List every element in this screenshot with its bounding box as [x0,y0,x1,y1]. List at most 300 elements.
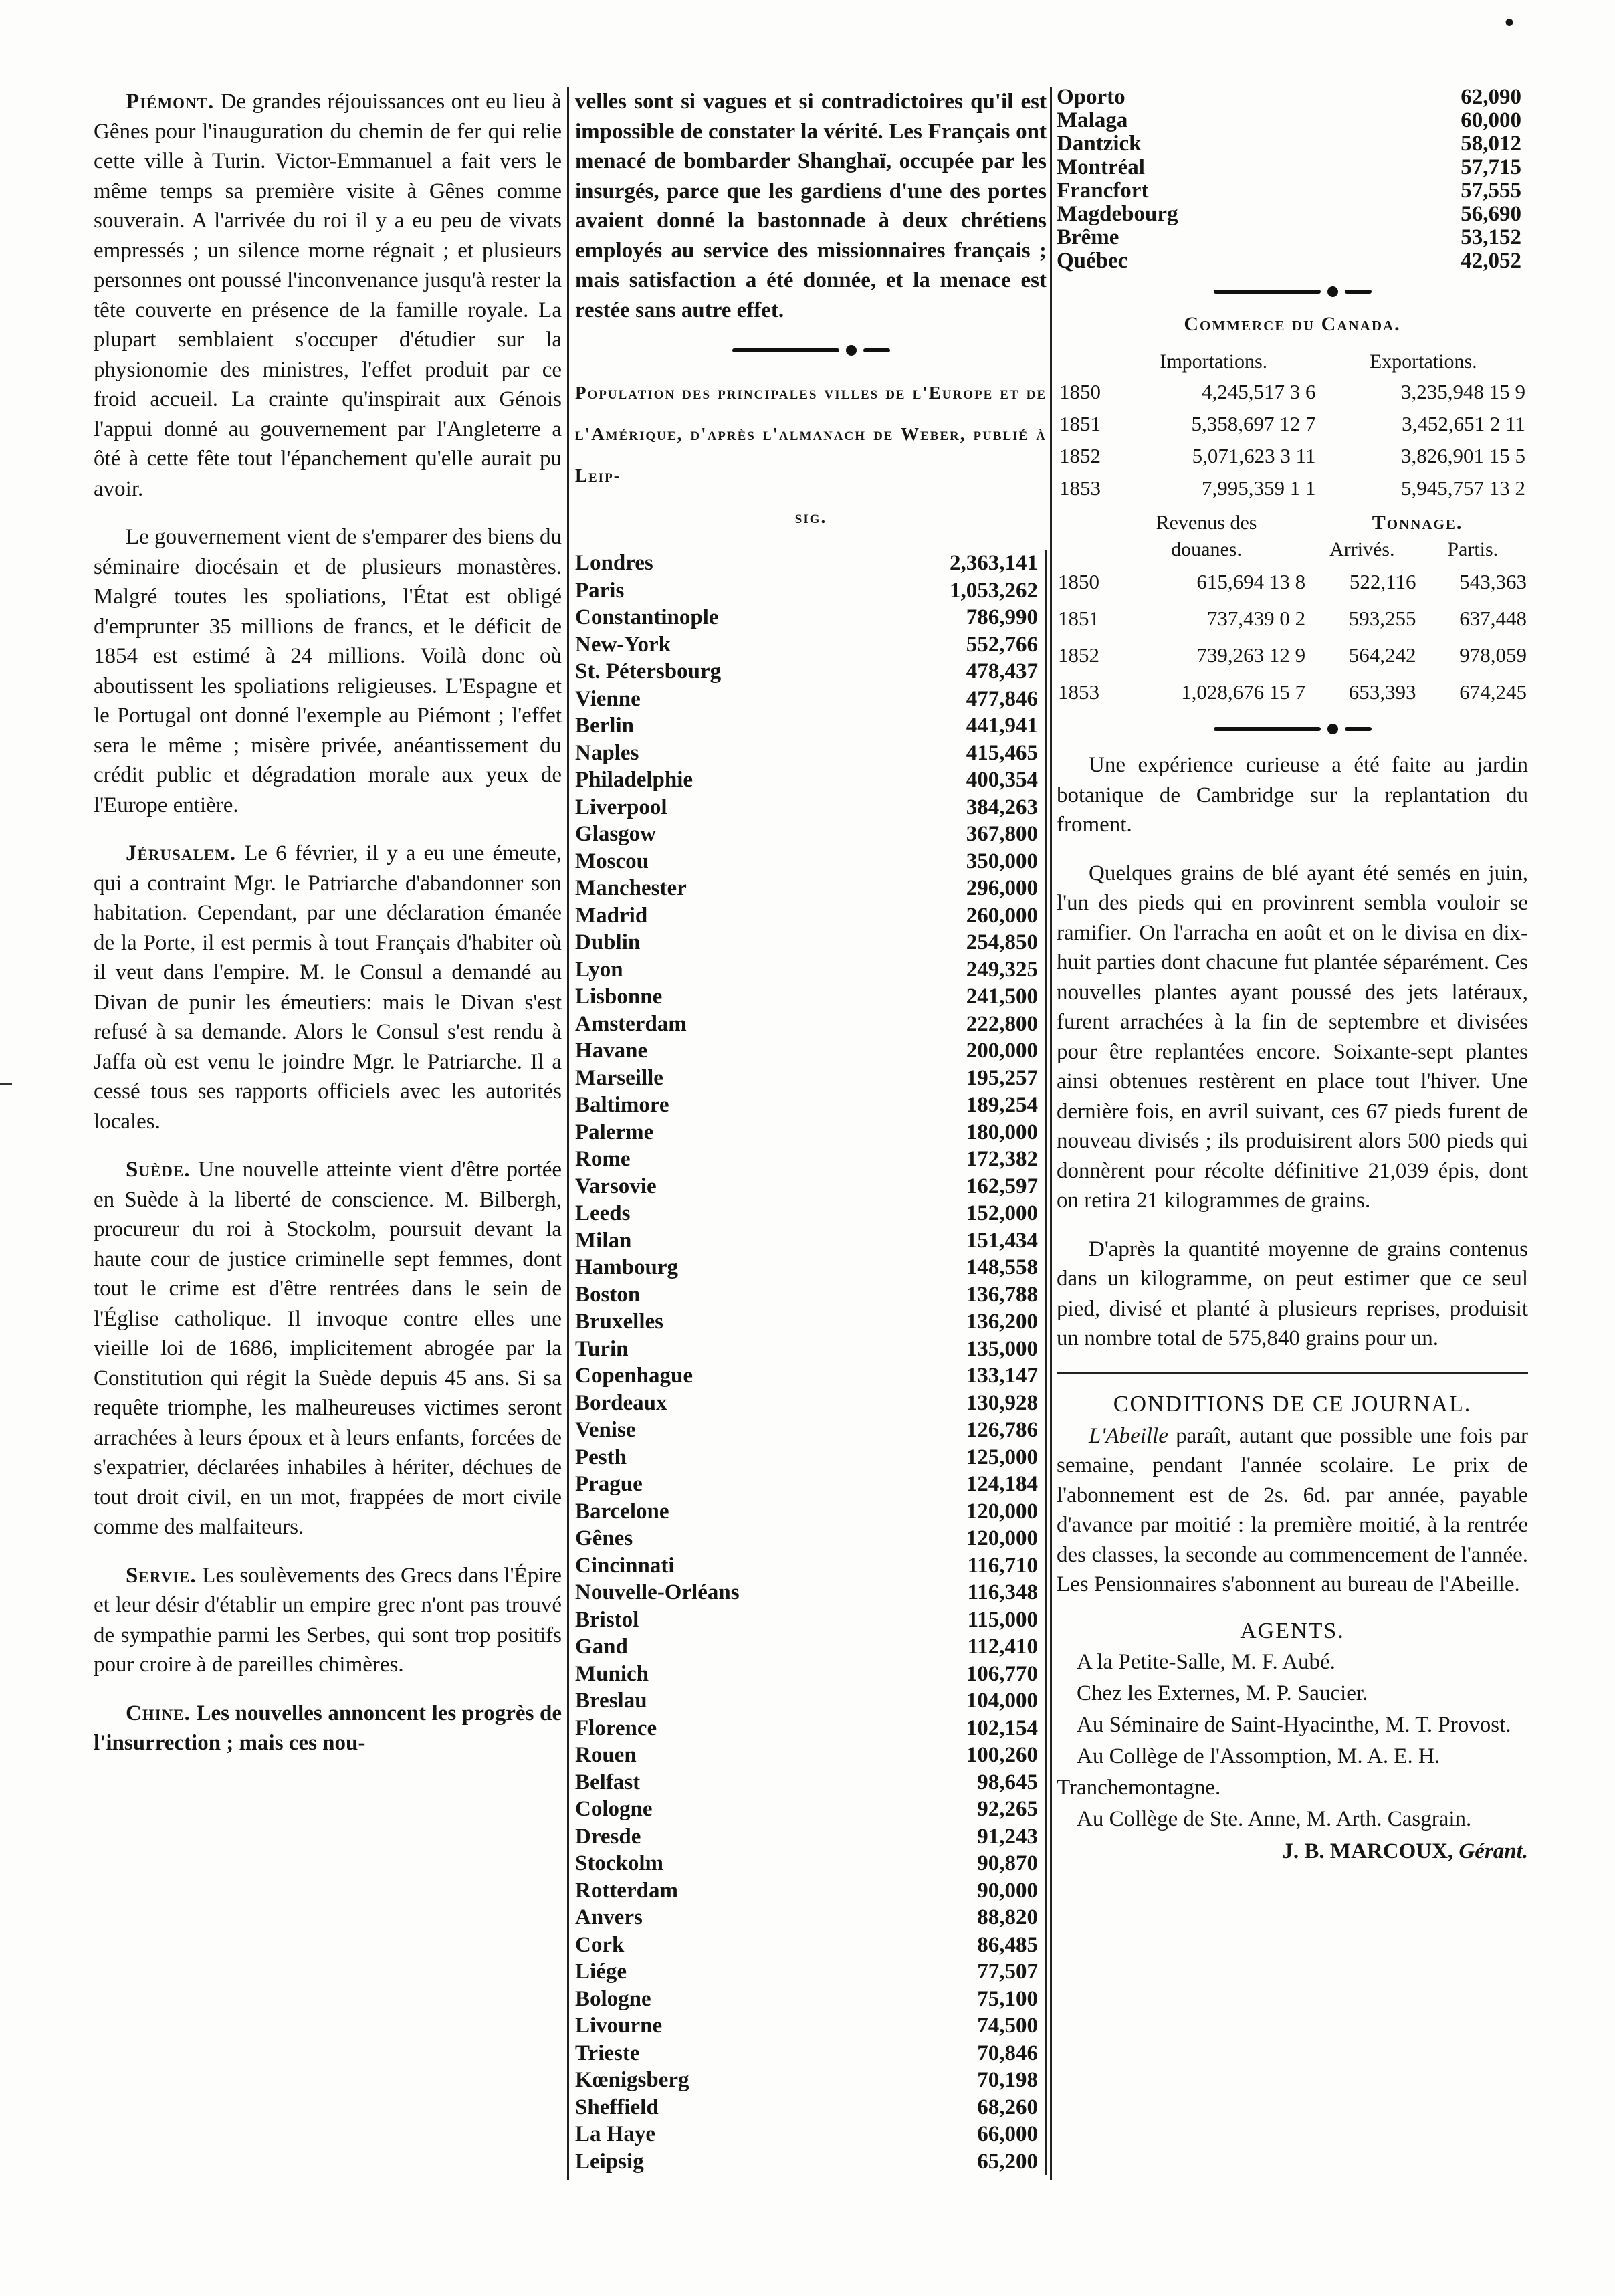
city-name: Francfort [1057,179,1149,203]
city-population: 249,325 [872,956,1045,984]
city-population: 116,348 [872,1579,1045,1606]
table-row [575,686,1046,713]
article-servie [94,1561,562,1680]
article-suede [94,1155,562,1542]
exports-cell: 3,826,901 15 5 [1401,444,1525,467]
city-name: Anvers [575,1905,643,1929]
city-population: 58,012 [1461,132,1521,156]
agent-entry: Au Collège de Ste. Anne, M. Arth. Casgrain. [1077,1806,1472,1831]
year-cell: 1853 [1058,680,1099,704]
column-3 [1057,86,1528,1864]
city-population: 106,770 [872,1661,1045,1688]
city-population: 120,000 [872,1525,1045,1552]
city-population: 62,090 [1461,85,1521,109]
city-name: Bologne [575,1986,651,2011]
city-name: Breslau [575,1689,647,1713]
table-row [575,2067,1046,2094]
city-population: 112,410 [872,1633,1045,1661]
city-population: 125,000 [872,1444,1045,1471]
commerce-title: Commerce du Canada. [1184,313,1401,335]
city-name: Gênes [575,1526,633,1550]
table-row [575,1606,1046,1634]
imports-cell: 7,995,359 1 1 [1202,476,1316,500]
city-population: 70,198 [872,2067,1045,2094]
city-population: 60,000 [1461,108,1521,132]
city-name: Amsterdam [575,1011,687,1036]
table-row [575,712,1046,740]
table-row [575,740,1046,767]
table-row [575,1579,1046,1606]
city-name: Hambourg [575,1255,679,1279]
city-name: St. Pétersbourg [575,659,722,684]
arrives-cell: 593,255 [1348,607,1416,630]
city-name: Malaga [1057,108,1128,132]
city-name: Constantinople [575,605,719,629]
population-table-continued [1057,86,1528,273]
experience-paragraph-2: Quelques grains de blé ayant été semés en juin, l'un des pieds qui en provinrent sembla vouloir se ramifier. On l'arracha en août et on le divisa en dix-huit parties dont chacune fut plantée séparément. Ces nouvelles plantes ayant poussé des jets latéraux, furent arrachées à la fin de septembre et divisées pour être replantées encore. Soixante-sept plantes ainsi obtenues restèrent en place tout l'hiver. Une dernière fois, en avril suivant, ces 67 pieds furent de nouveau divisés ; ils produisirent alors 500 pieds qui donnèrent pour récolte définitive 21,039 épis, dont on retira 21 kilogrammes de grains. [1057,861,1528,1213]
table-row [575,1823,1046,1851]
signature [1057,1839,1528,1864]
table-row [575,2012,1046,2040]
agents-list [1057,1647,1528,1835]
city-name: Florence [575,1715,657,1740]
year-cell: 1851 [1059,412,1101,435]
column-rule-1 [567,87,569,2180]
city-population: 296,000 [872,875,1045,902]
table-row [575,1444,1046,1471]
article-body: Le 6 février, il y a eu une émeute, qui a contraint Mgr. le Patriarche d'abandonner son habitation. Cependant, par une déclaration émanée de la Porte, il est permis à tout Français d'habiter où il veut dans l'empire. M. le Consul a demandé au Divan de punir les émeutiers: mais le Divan s'est refusé à sa demande. Alors le Consul s'est rendu à Jaffa où est venu le joindre Mgr. le Patriarche. Il a cessé tous ses rapports officiels avec les autorités locales. [94,841,562,1134]
table-row [1057,376,1528,408]
city-population: 65,200 [872,2148,1045,2176]
table-row [575,956,1046,984]
city-population: 126,786 [872,1417,1045,1444]
table-row [1057,249,1528,273]
article-title: Suède. [126,1158,191,1182]
city-name: Belfast [575,1770,641,1794]
city-name: Pesth [575,1445,627,1469]
experience-paragraph-1: Une expérience curieuse a été faite au jardin botanique de Cambridge sur la replantation du froment. [1057,753,1528,837]
exports-cell: 3,452,651 2 11 [1402,412,1525,435]
year-cell: 1853 [1059,476,1101,500]
table-row [1057,226,1528,249]
city-population: 195,257 [872,1065,1045,1092]
city-name: Manchester [575,876,687,900]
population-title-end: sig. [794,507,827,527]
agents-title: AGENTS. [1240,1618,1345,1643]
article-body: velles sont si vagues et si contradictoires qu'il est impossible de constater la vérité. Les Français ont menacé de bombarder Shanghaï, occupée par les insurgés, parce que les gardiens d'une des portes avaient donné la bastonnade à deux chrétiens employés au service des missionnaires français ; mais satisfaction a été donnée, et la menace est restée sans autre effet. [575,90,1047,322]
city-population: 86,485 [872,1932,1045,1959]
section-divider [575,344,1047,357]
table-row [575,1850,1046,1877]
table-row [1057,673,1528,710]
city-population: 1,053,262 [872,577,1045,605]
article-body: Une nouvelle atteinte vient d'être portée en Suède à la liberté de conscience. M. Bilbergh, procureur du roi à Stockolm, poursuit devant la haute cour de justice criminelle sept femmes, dont tout le crime est d'être rentrées dans le sein de l'Église catholique. Il invoque contre elles une vieille loi de 1686, implicitement abrogée par la Constitution qui régit la Suède depuis 45 ans. Si sa requête triomphe, les malheureuses victimes seront arrachées à leurs époux et à leurs enfants, forcées de s'expatrier, déclarées inhabiles à hériter, déchues de tout droit civil, en un mot, frappées de mort civile comme des malfaiteurs. [94,1158,562,1539]
table-row [1057,600,1528,637]
trade-table [1057,348,1528,504]
city-population: 260,000 [872,902,1045,930]
city-name: Dublin [575,930,641,954]
conditions-title: CONDITIONS DE CE JOURNAL. [1113,1391,1472,1417]
city-name: Moscou [575,849,649,873]
city-population: 91,243 [872,1823,1045,1851]
city-name: Québec [1057,249,1128,273]
table-row [575,1877,1046,1905]
city-population: 136,788 [872,1281,1045,1309]
table-row [575,1362,1046,1390]
population-table [575,550,1047,2175]
table-row [575,1254,1046,1281]
table-row [575,1390,1046,1417]
table-row [575,1715,1046,1742]
population-title: Population des principales villes de l'Europe et de l'Amérique, d'après l'almanach de Weber, publié à Leip- [575,383,1047,486]
agent-entry: Au Collège de l'Assomption, M. A. E. H. Tranchemontagne. [1057,1744,1440,1800]
city-population: 367,800 [872,821,1045,848]
year-cell: 1852 [1059,444,1101,467]
city-name: Prague [575,1472,643,1496]
table-row [575,1633,1046,1661]
city-population: 56,690 [1461,202,1521,226]
table-row [575,1769,1046,1796]
table-row [575,550,1046,577]
city-name: Venise [575,1418,636,1442]
city-name: Lisbonne [575,984,663,1009]
article-title: Jérusalem. [126,841,237,865]
table-row [575,2148,1046,2176]
city-population: 241,500 [872,983,1045,1011]
city-population: 116,710 [872,1552,1045,1580]
table-row [575,577,1046,605]
city-population: 254,850 [872,929,1045,956]
city-population: 124,184 [872,1471,1045,1498]
city-population: 172,382 [872,1146,1045,1173]
city-name: Palerme [575,1120,654,1144]
city-name: Kœnigsberg [575,2068,689,2092]
agent-entry: Au Séminaire de Saint-Hyacinthe, M. T. Provost. [1077,1712,1511,1737]
city-population: 200,000 [872,1037,1045,1065]
city-name: Boston [575,1282,641,1307]
city-name: Liége [575,1960,627,1984]
city-name: Berlin [575,714,634,738]
city-population: 400,354 [872,766,1045,794]
city-population: 477,846 [872,686,1045,713]
column-1 [94,87,562,1777]
city-name: Munich [575,1661,649,1686]
city-name: Bruxelles [575,1310,663,1334]
table-row [1057,637,1528,673]
year-cell: 1850 [1058,570,1099,593]
city-population: 180,000 [872,1119,1045,1146]
partis-cell: 674,245 [1459,680,1527,704]
city-population: 786,990 [872,604,1045,631]
table-row [575,794,1046,821]
table-row [575,1146,1046,1173]
imports-header: Importations. [1160,350,1268,373]
partis-cell: 978,059 [1459,643,1527,667]
table-row [575,821,1046,848]
article-jerusalem [94,839,562,1136]
city-name: Rome [575,1147,631,1171]
partis-cell: 637,448 [1459,607,1527,630]
table-row [575,848,1046,875]
city-population: 98,645 [872,1769,1045,1796]
exports-cell: 5,945,757 13 2 [1401,476,1525,500]
revenue-cell: 739,263 12 9 [1196,643,1306,667]
city-population: 350,000 [872,848,1045,875]
city-name: Madrid [575,903,648,928]
partis-header: Partis. [1447,538,1499,560]
city-name: La Haye [575,2122,656,2146]
signature-role: Gérant. [1459,1839,1528,1863]
city-population: 90,870 [872,1850,1045,1877]
article-piemont [94,87,562,504]
table-row [575,604,1046,631]
city-name: Livourne [575,2014,663,2038]
city-name: Stockolm [575,1851,663,1875]
table-row [1057,86,1528,109]
city-population: 222,800 [872,1011,1045,1038]
year-cell: 1851 [1058,607,1099,630]
column-rule-2 [1050,87,1052,2180]
partis-cell: 543,363 [1459,570,1527,593]
revenue-cell: 737,439 0 2 [1206,607,1306,630]
table-row [575,1011,1046,1038]
table-row [575,1119,1046,1146]
conditions-text: L'Abeille paraît, autant que possible une fois par semaine, pendant l'année scolaire. Le prix de l'abonnement est de 2s. 6d. par année, payable d'avance par moitié : la première moitié, à la rentrée des classes, la seconde au commencement de l'année. Les Pensionnaires s'abonnent au bureau de l'Abeille. [1057,1423,1528,1596]
city-name: Dresde [575,1824,641,1849]
city-name: Baltimore [575,1093,669,1117]
city-population: 115,000 [872,1606,1045,1634]
city-population: 415,465 [872,740,1045,767]
city-population: 102,154 [872,1715,1045,1742]
city-name: Milan [575,1228,632,1253]
table-row [575,1958,1046,1986]
article-title: Piémont. [126,90,215,114]
table-row [1057,408,1528,440]
city-population: 151,434 [872,1227,1045,1255]
city-name: Oporto [1057,85,1125,109]
article-body: De grandes réjouissances ont eu lieu à Gênes pour l'inauguration du chemin de fer qui relie cette ville à Turin. Victor-Emmanuel a fait vers le même temps sa première visite à Gênes comme souverain. A l'arrivée du roi il y a eu peu de vivats empressés ; un silence morne régnait ; et plusieurs personnes ont poussé l'inconvenance jusqu'à rester la tête couverte en présence de la famille royale. La plupart semblaient s'occuper d'étudier sur la physionomie des ministres, l'effet produit par ce froid accueil. La crainte qu'inspirait aux Génois l'appui donné au gouvernement par l'Angleterre a ôté à cette fête tout l'épanchement qu'elle aurait pu avoir. [94,90,562,501]
table-row [1057,440,1528,472]
table-row [575,902,1046,930]
table-row [575,2121,1046,2148]
city-name: Havane [575,1039,648,1063]
table-row [575,1037,1046,1065]
city-population: 88,820 [872,1904,1045,1932]
city-population: 57,715 [1461,155,1521,179]
city-name: Philadelphie [575,768,693,792]
city-population: 148,558 [872,1254,1045,1281]
revenue-cell: 1,028,676 15 7 [1181,680,1306,704]
city-population: 104,000 [872,1687,1045,1715]
city-population: 441,941 [872,712,1045,740]
city-population: 189,254 [872,1091,1045,1119]
table-row [1057,563,1528,600]
city-population: 384,263 [872,794,1045,821]
city-name: Vienne [575,686,641,711]
table-row [575,1091,1046,1119]
article-title: Servie. [126,1563,197,1588]
margin-mark [0,1083,12,1085]
table-row [575,1525,1046,1552]
article-body: Les soulèvements des Grecs dans l'Épire et leur désir d'établir un empire grec n'ont pas trouvé de sympathie parmi les Serbes, qui sont trop positifs pour croire à de pareilles chimères. [94,1563,562,1677]
city-population: 74,500 [872,2012,1045,2040]
revenue-header: Revenus des [1156,512,1257,534]
city-name: Naples [575,740,639,765]
city-name: Marseille [575,1065,663,1090]
table-row [575,1200,1046,1227]
city-name: Leeds [575,1201,631,1225]
city-name: Londres [575,551,653,575]
table-row [1057,472,1528,504]
city-name: Bristol [575,1607,639,1632]
city-population: 53,152 [1461,225,1521,249]
table-row [575,1904,1046,1932]
city-population: 42,052 [1461,249,1521,273]
article-body: Les nouvelles annoncent les progrès de l'insurrection ; mais ces nou- [94,1701,562,1755]
column-2 [575,87,1047,2175]
population-heading [575,372,1047,538]
city-population: 136,200 [872,1308,1045,1336]
city-name: Varsovie [575,1174,657,1198]
section-divider [1057,285,1528,298]
table-row [575,1308,1046,1336]
arrives-cell: 653,393 [1348,680,1416,704]
table-row [575,983,1046,1011]
city-population: 2,363,141 [872,550,1045,577]
table-row [575,1552,1046,1580]
arrives-cell: 564,242 [1348,643,1416,667]
imports-cell: 5,358,697 12 7 [1191,412,1316,435]
journal-name: L'Abeille [1089,1423,1168,1448]
city-population: 100,260 [872,1742,1045,1769]
table-row [575,631,1046,659]
arrives-header: Arrivés. [1329,538,1395,560]
imports-cell: 5,071,623 3 11 [1192,444,1316,467]
article-chine-continued [575,87,1047,325]
city-name: New-York [575,632,671,657]
city-name: Gand [575,1635,628,1659]
city-name: Turin [575,1336,629,1361]
table-row [1057,109,1528,132]
article-body: Le gouvernement vient de s'emparer des biens du séminaire diocésain et de plusieurs monastères. Malgré toutes les spoliations, l'État est obligé d'emprunter 35 millions de francs, et le déficit de 1854 est estimé à 24 millions. Voilà donc où aboutissent les spoliations religieuses. L'Espagne et le Portugal ont donné l'exemple au Piémont ; l'effet sera le même ; misère privée, anéantissement du crédit public et dégradation morale aux yeux de l'Europe entière. [94,525,562,817]
table-row [1057,156,1528,179]
table-row [575,1336,1046,1363]
table-row [575,2040,1046,2067]
city-name: Bordeaux [575,1390,667,1415]
table-row [575,1173,1046,1201]
city-name: Nouvelle-Orléans [575,1580,740,1604]
table-row [575,1796,1046,1823]
city-population: 90,000 [872,1877,1045,1905]
tonnage-header: Tonnage. [1372,512,1463,534]
city-population: 68,260 [872,2094,1045,2121]
city-name: Magdebourg [1057,202,1178,226]
table-row [575,1498,1046,1526]
exports-header: Exportations. [1369,350,1477,373]
city-population: 130,928 [872,1390,1045,1417]
print-mark: • [1505,7,1515,37]
table-row [575,2094,1046,2121]
table-row [575,1471,1046,1498]
city-name: Cologne [575,1797,653,1821]
city-name: Lyon [575,957,623,982]
city-population: 57,555 [1461,179,1521,203]
table-row [575,1932,1046,1959]
table-row [575,1661,1046,1688]
exports-cell: 3,235,948 15 9 [1401,380,1525,403]
city-population: 75,100 [872,1986,1045,2013]
city-population: 152,000 [872,1200,1045,1227]
arrives-cell: 522,116 [1349,570,1416,593]
imports-cell: 4,245,517 3 6 [1202,380,1316,403]
table-row [1057,179,1528,203]
city-population: 552,766 [872,631,1045,659]
city-population: 66,000 [872,2121,1045,2148]
table-row [575,1986,1046,2013]
table-row [575,1281,1046,1309]
city-name: Leipsig [575,2149,644,2174]
table-row [575,658,1046,686]
city-name: Brême [1057,225,1119,249]
table-row [575,1227,1046,1255]
city-name: Liverpool [575,795,667,819]
city-population: 92,265 [872,1796,1045,1823]
table-row [575,1742,1046,1769]
city-name: Glasgow [575,822,657,846]
city-name: Montréal [1057,155,1145,179]
article-chine [94,1699,562,1758]
table-row [575,929,1046,956]
city-name: Cincinnati [575,1553,675,1578]
city-population: 133,147 [872,1362,1045,1390]
revenue-table [1057,510,1528,710]
city-name: Sheffield [575,2095,659,2119]
table-row [575,1687,1046,1715]
signature-name: J. B. MARCOUX, [1282,1839,1454,1863]
city-name: Cork [575,1932,625,1957]
city-name: Trieste [575,2041,640,2065]
city-name: Rotterdam [575,1878,678,1903]
city-population: 478,437 [872,658,1045,686]
agent-entry: A la Petite-Salle, M. F. Aubé. [1077,1649,1335,1674]
experience-paragraph-3: D'après la quantité moyenne de grains contenus dans un kilogramme, on peut estimer que ce seul pied, divisé et planté à plusieurs reprises, produisit un nombre total de 575,840 grains pour un. [1057,1237,1528,1350]
year-cell: 1850 [1059,380,1101,403]
city-name: Paris [575,578,625,603]
revenue-subheader: douanes. [1171,538,1242,560]
city-name: Dantzick [1057,132,1142,156]
table-row [575,875,1046,902]
city-population: 162,597 [872,1173,1045,1201]
year-cell: 1852 [1058,643,1099,667]
city-population: 70,846 [872,2040,1045,2067]
revenue-cell: 615,694 13 8 [1196,570,1306,593]
city-population: 77,507 [872,1958,1045,1986]
table-row [575,1417,1046,1444]
table-row [575,1065,1046,1092]
agent-entry: Chez les Externes, M. P. Saucier. [1077,1681,1368,1705]
table-row [575,766,1046,794]
table-row [1057,203,1528,226]
city-population: 135,000 [872,1336,1045,1363]
city-name: Rouen [575,1743,637,1767]
city-name: Barcelone [575,1499,669,1524]
divider-line [1057,1372,1528,1374]
city-population: 120,000 [872,1498,1045,1526]
section-divider [1057,722,1528,736]
article-gouvernement [94,522,562,820]
table-row [1057,132,1528,156]
article-title: Chine. [126,1701,191,1726]
